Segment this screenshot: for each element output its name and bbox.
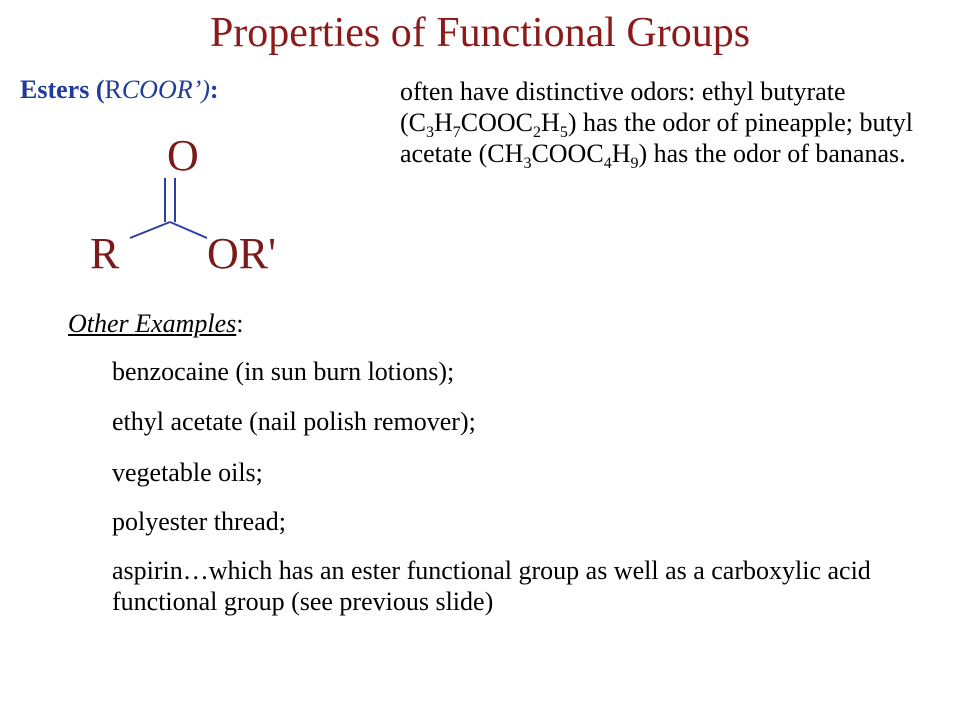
odor-sub-4: 5 [559, 124, 568, 142]
example-item-vegetable-oils: vegetable oils; [112, 458, 263, 487]
example-item-benzocaine: benzocaine (in sun burn lotions); [112, 357, 455, 386]
odor-sub-5: 3 [523, 155, 532, 173]
other-examples-heading [68, 308, 243, 340]
esters-label-text: Esters ( [20, 75, 105, 104]
other-examples-text: Other Examples [68, 309, 237, 338]
example-item-polyester: polyester thread; [112, 507, 286, 536]
odor-sub-3: 2 [533, 124, 542, 142]
formula-rest: COOR’) [121, 75, 210, 104]
odor-sub-2: 7 [452, 124, 461, 142]
example-item-ethyl-acetate: ethyl acetate (nail polish remover); [112, 407, 476, 436]
odor-text-6: COOC [531, 139, 604, 168]
ester-structure-diagram [85, 130, 325, 280]
odor-text-7: H [611, 139, 631, 168]
bond-to-r [130, 222, 170, 238]
odor-text-5: ) has the odor of pineapple; butyl acetate (CH [400, 108, 913, 168]
odor-text-2: H [434, 108, 453, 137]
odor-text-4: H [541, 108, 560, 137]
r-group-label: R [90, 229, 120, 278]
odor-sub-7: 9 [630, 155, 639, 173]
example-item-aspirin: aspirin…which has an ester functional group as well as a carboxylic acid functional group (see previous slide) [112, 556, 871, 616]
odor-sub-1: 3 [426, 124, 434, 142]
oxygen-label: O [167, 131, 199, 180]
esters-label [20, 74, 219, 106]
or-group-label: OR' [207, 229, 277, 278]
odor-text-3: COOC [460, 108, 534, 137]
slide-title: Properties of Functional Groups [209, 10, 751, 56]
odor-description [400, 76, 945, 173]
odor-text-8: ) has the odor of bananas. [638, 139, 906, 168]
other-examples-colon: : [236, 309, 244, 338]
esters-colon: : [209, 75, 219, 104]
formula-r: R [104, 75, 122, 104]
bond-to-or [170, 222, 207, 238]
odor-sub-6: 4 [603, 155, 612, 173]
odor-text-1: often have distinctive odors: ethyl butyrate (C [400, 77, 846, 137]
